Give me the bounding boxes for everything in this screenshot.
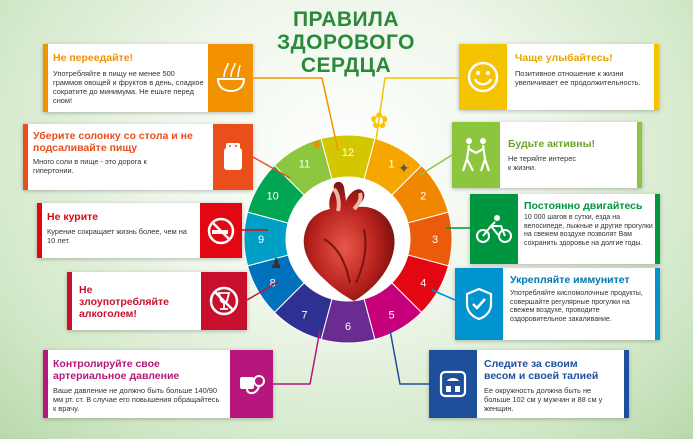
dial-number-3: 3	[431, 234, 439, 246]
fruit-icon: ●	[312, 136, 322, 153]
card-title: Будьте активны!	[508, 138, 596, 150]
dial-number-4: 4	[420, 277, 427, 290]
dial-number-7: 7	[301, 309, 308, 322]
card-title: Не курите	[47, 211, 99, 223]
card-text: Много соли в пище - это дорога к гипертонии.	[33, 157, 147, 175]
card-title: Уберите солонку со стола и не подсаливайте пищу	[33, 130, 193, 154]
card-text: Употребляйте кисломолочные продукты, совершайте регулярные прогулки на свежем воздухе, проводите оздоровительное закаливание.	[510, 290, 643, 323]
dial-number-8: 8	[269, 277, 276, 290]
card-title: Контролируйте свое артериальное давление	[53, 358, 180, 382]
card-text: Позитивное отношение к жизни увеличивает ее продолжительность.	[515, 69, 641, 87]
flowers-icon: ✿	[370, 108, 389, 133]
card-title: Следите за своим весом и своей талией	[484, 358, 599, 382]
card-text: Не теряйте интерес к жизни.	[508, 154, 577, 172]
card-title: Постоянно двигайтесь	[524, 200, 643, 212]
card-text: Употребляйте в пищу не менее 500 граммов овощей и фруктов в день, сладкое сократите до минимума. Не ешьте перед сном!	[53, 69, 204, 105]
card-title: Не переедайте!	[53, 52, 134, 64]
dial-number-5: 5	[388, 309, 395, 322]
broom-icon: ✦	[398, 160, 410, 176]
person-icon: ♟	[270, 255, 283, 271]
dial-number-12: 12	[341, 147, 355, 159]
card-text: Курение сокращает жизнь более, чем на 10 лет.	[47, 227, 187, 245]
card-text: Ее окружность должна быть не больше 102 см у мужчин и 88 см у женщин.	[484, 386, 603, 413]
dial-number-9: 9	[257, 234, 265, 246]
dial-number-11: 11	[298, 158, 311, 171]
dial-number-1: 1	[388, 158, 395, 171]
dial-number-2: 2	[420, 190, 427, 203]
dial-number-10: 10	[266, 190, 279, 203]
card-title: Укрепляйте иммунитет	[510, 274, 630, 286]
card-text: 10 000 шагов в сутки, езда на велосипеде, лыжные и другие прогулки на свежем воздухе позволят Вам сохранить здоровье на долгие годы.	[524, 214, 653, 247]
card-title: Чаще улыбайтесь!	[515, 52, 613, 64]
page-title: ПРАВИЛА ЗДОРОВОГО СЕРДЦА	[277, 8, 415, 77]
card-title: Не злоупотребляйте алкоголем!	[79, 284, 169, 320]
dial-number-6: 6	[344, 321, 352, 333]
card-text: Ваше давление не должно быть больше 140/90 мм рт. ст. В случае его повышения обращайтесь к врачу.	[53, 386, 220, 413]
